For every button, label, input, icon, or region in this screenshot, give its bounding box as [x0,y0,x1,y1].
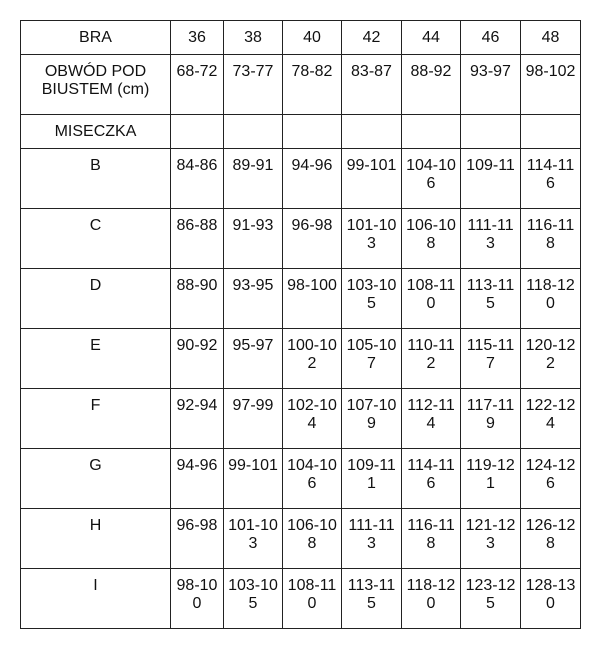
size-cell: 40 [283,21,342,55]
band-cell: 98-102 [521,55,581,115]
table-cell: 108-110 [283,569,342,629]
band-label: OBWÓD POD BIUSTEM (cm) [21,55,171,115]
table-cell: 88-90 [171,269,224,329]
table-cell: 118-120 [402,569,461,629]
size-cell: 36 [171,21,224,55]
table-cell: 95-97 [224,329,283,389]
table-cell: 99-101 [224,449,283,509]
table-cell: 96-98 [283,209,342,269]
band-cell: 73-77 [224,55,283,115]
band-cell: 83-87 [342,55,402,115]
table-cell: 108-110 [402,269,461,329]
band-cell: 93-97 [461,55,521,115]
table-cell: 105-107 [342,329,402,389]
table-cell: 86-88 [171,209,224,269]
table-cell: 91-93 [224,209,283,269]
table-cell: 98-100 [171,569,224,629]
size-cell: 38 [224,21,283,55]
empty-cell [224,115,283,149]
table-cell: 90-92 [171,329,224,389]
table-cell: 93-95 [224,269,283,329]
table-cell: 113-115 [461,269,521,329]
table-cell: 109-111 [342,449,402,509]
table-row [21,209,581,269]
band-cell: 68-72 [171,55,224,115]
cup-size-label: C [21,209,171,269]
table-cell: 110-112 [402,329,461,389]
empty-cell [342,115,402,149]
band-cell: 88-92 [402,55,461,115]
table-cell: 103-105 [224,569,283,629]
table-cell: 94-96 [283,149,342,209]
table-cell: 115-117 [461,329,521,389]
table-cell: 109-11 [461,149,521,209]
table-cell: 126-128 [521,509,581,569]
table-cell: 97-99 [224,389,283,449]
table-row [21,569,581,629]
table-cell: 111-113 [342,509,402,569]
table-cell: 103-105 [342,269,402,329]
table-cell: 101-103 [224,509,283,569]
table-cell: 128-130 [521,569,581,629]
table-cell: 104-106 [283,449,342,509]
empty-cell [461,115,521,149]
table-cell: 114-116 [402,449,461,509]
table-cell: 124-126 [521,449,581,509]
empty-cell [402,115,461,149]
cup-size-label: F [21,389,171,449]
empty-cell [521,115,581,149]
table-row [21,269,581,329]
size-cell: 42 [342,21,402,55]
cup-size-label: H [21,509,171,569]
table-cell: 106-108 [402,209,461,269]
table-row [21,449,581,509]
table-row [21,329,581,389]
cup-size-label: B [21,149,171,209]
band-row [21,55,581,115]
table-row [21,389,581,449]
size-cell: 46 [461,21,521,55]
size-header-row [21,21,581,55]
cup-size-label: I [21,569,171,629]
table-cell: 104-106 [402,149,461,209]
cup-label: MISECZKA [21,115,171,149]
table-cell: 119-121 [461,449,521,509]
table-cell: 121-123 [461,509,521,569]
table-row [21,509,581,569]
table-cell: 112-114 [402,389,461,449]
cup-size-label: E [21,329,171,389]
table-cell: 113-115 [342,569,402,629]
table-cell: 89-91 [224,149,283,209]
table-cell: 107-109 [342,389,402,449]
table-cell: 96-98 [171,509,224,569]
empty-cell [283,115,342,149]
table-cell: 102-104 [283,389,342,449]
table-cell: 114-116 [521,149,581,209]
cup-header-row [21,115,581,149]
empty-cell [171,115,224,149]
table-cell: 98-100 [283,269,342,329]
table-cell: 118-120 [521,269,581,329]
bra-size-table [20,20,581,629]
table-cell: 123-125 [461,569,521,629]
table-cell: 111-113 [461,209,521,269]
table-cell: 92-94 [171,389,224,449]
table-cell: 94-96 [171,449,224,509]
table-cell: 122-124 [521,389,581,449]
table-cell: 116-118 [521,209,581,269]
cup-size-label: D [21,269,171,329]
table-cell: 106-108 [283,509,342,569]
table-row [21,149,581,209]
table-cell: 101-103 [342,209,402,269]
table-cell: 99-101 [342,149,402,209]
table-cell: 116-118 [402,509,461,569]
table-cell: 84-86 [171,149,224,209]
size-cell: 44 [402,21,461,55]
table-cell: 117-119 [461,389,521,449]
cup-size-label: G [21,449,171,509]
bra-label: BRA [21,21,171,55]
table-cell: 120-122 [521,329,581,389]
band-cell: 78-82 [283,55,342,115]
size-cell: 48 [521,21,581,55]
table-cell: 100-102 [283,329,342,389]
